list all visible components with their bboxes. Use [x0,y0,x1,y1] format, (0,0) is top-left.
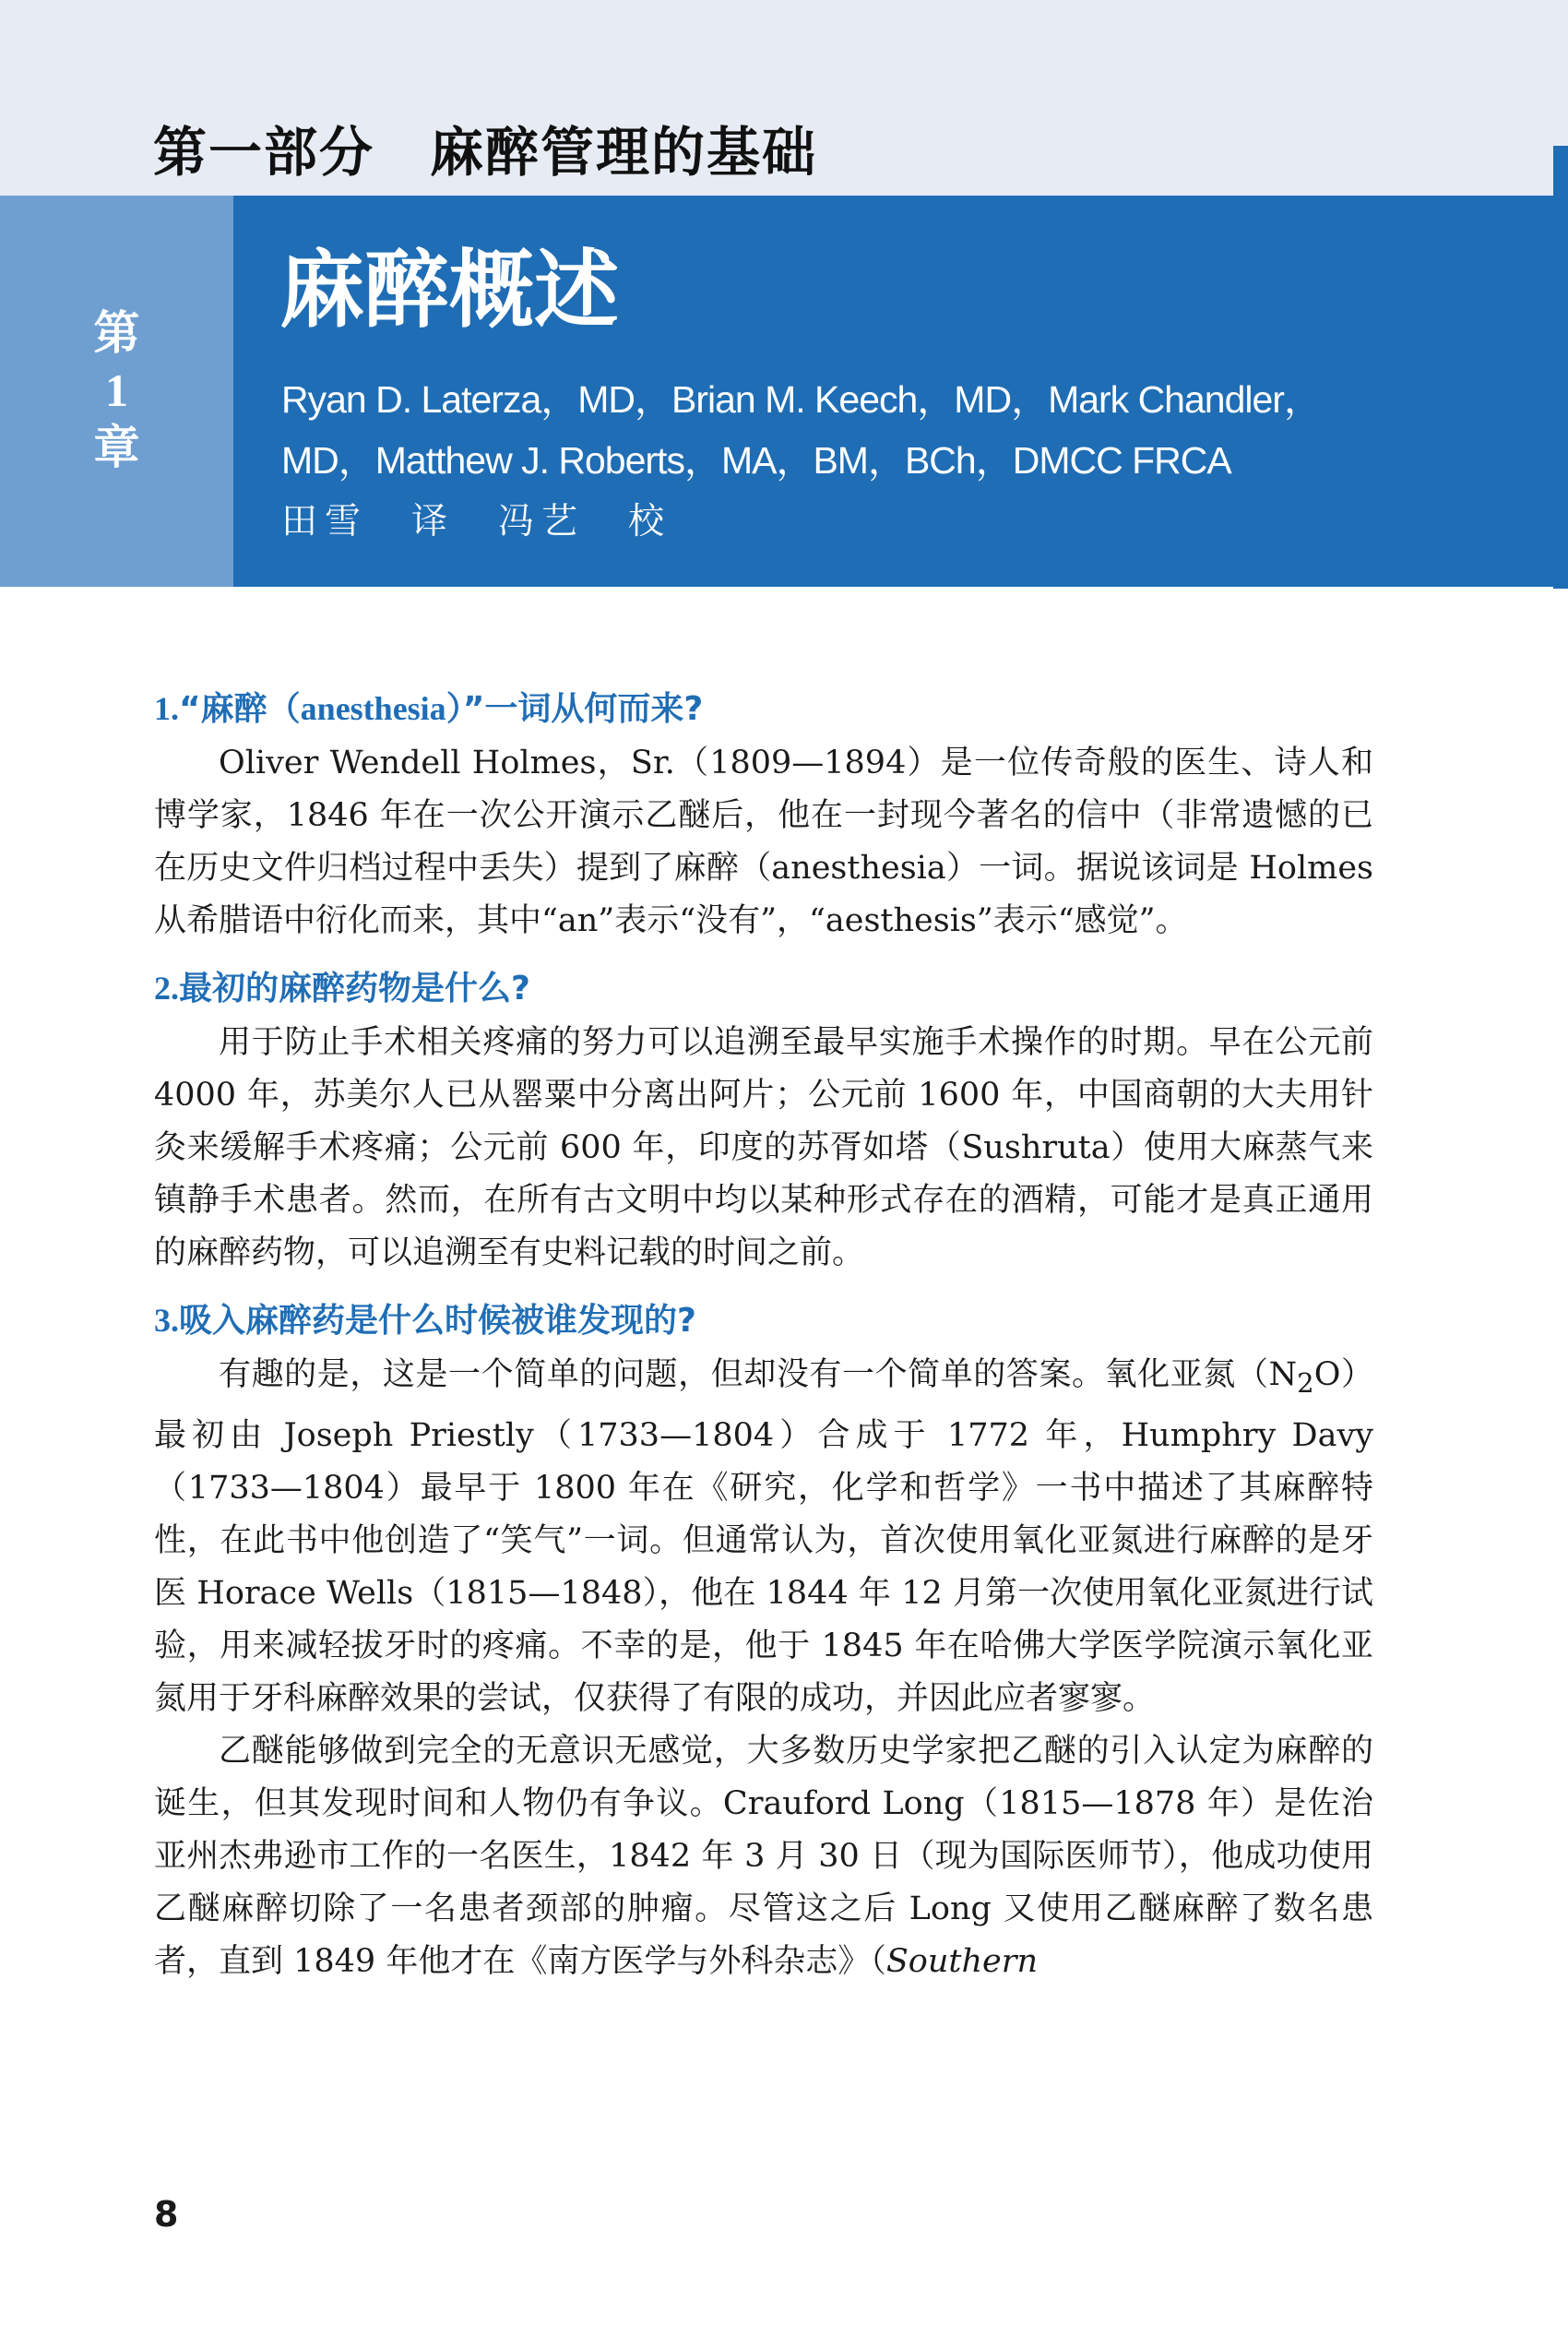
chapter-translators: 田雪 译 冯艺 校 [281,501,672,542]
question-number: 1. [154,690,179,727]
authors-line-1: Ryan D. Laterza，MD，Brian M. Keech，MD，Mark Chandler， [281,378,1321,421]
chapter-label-prefix: 第 [93,305,140,360]
part-title: 第一部分 麻醉管理的基础 [153,121,818,184]
page-number: 8 [154,2194,179,2235]
answer-3-text-b: O）最初由 Joseph Priestly（1733—1804）合成于 1772 年，Humphry Davy（1733—1804）最早于 1800 年在《研究，化学和哲学》一书中描述了其麻醉特性，在此书中他创造了“笑气”一词。但通常认为，首次使用氧化亚氮进行麻醉的是牙医 Horace Wells（1815—1848），他在 1844 年 12 月第一次使用氧化亚氮进行试验，用来减轻拔牙时的疼痛。不幸的是，他于 1845 年在哈佛大学医学院演示氧化亚氮用于牙科麻醉效果的尝试，仅获得了有限的成功，并因此应者寥寥。 [154,1356,1373,1717]
question-text-before: “麻醉（ [179,690,301,728]
question-text-english: anesthesia [300,690,446,727]
authors-line-2: MD，Matthew J. Roberts，MA，BM，BCh，DMCC FRCA [281,439,1231,482]
chapter-title: 麻醉概述 [279,241,620,340]
question-text: 最初的麻醉药物是什么? [179,970,530,1008]
question-1-heading [154,681,1373,737]
answer-3-paragraph-1 [154,1349,1373,1725]
question-2-heading [154,960,1373,1017]
question-text-after: ）”一词从何而来? [445,690,704,728]
chapter-title-panel [233,196,1553,587]
answer-3-para2-text: 乙醚能够做到完全的无意识无感觉，大多数历史学家把乙醚的引入认定为麻醉的诞生，但其发现时间和人物仍有争议。Crauford Long（1815—1878 年）是佐治亚州杰弗逊市工作的一名医生，1842 年 3 月 30 日（现为国际医师节），他成功使用乙醚麻醉切除了一名患者颈部的肿瘤。尽管这之后 Long 又使用乙醚麻醉了数名患者，直到 1849 年他才在《南方医学与外科杂志》（ [154,1733,1373,1980]
question-number: 2. [154,970,179,1007]
question-text: 吸入麻醉药是什么时候被谁发现的? [179,1302,696,1340]
journal-title-italic: Southern [885,1943,1039,1980]
answer-1-paragraph: Oliver Wendell Holmes，Sr.（1809—1894）是一位传奇般的医生、诗人和博学家，1846 年在一次公开演示乙醚后，他在一封现今著名的信中（非常遗憾的已在历史文件归档过程中丢失）提到了麻醉（anesthesia）一词。据说该词是 Holmes 从希腊语中衍化而来，其中“an”表示“没有”，“aesthesis”表示“感觉”。 [154,745,1373,939]
question-number: 3. [154,1302,179,1339]
answer-3-text-a: 有趣的是，这是一个简单的问题，但却没有一个简单的答案。氧化亚氮（N [219,1356,1298,1393]
main-content [154,681,1373,1988]
chapter-number-label [0,304,233,476]
question-3-heading [154,1293,1373,1349]
subscript-2: 2 [1297,1367,1314,1399]
answer-3-paragraph-2 [154,1725,1373,1988]
chapter-number: 1 [105,364,128,416]
answer-2-paragraph: 用于防止手术相关疼痛的努力可以追溯至最早实施手术操作的时期。早在公元前 4000 年，苏美尔人已从罂粟中分离出阿片；公元前 1600 年，中国商朝的大夫用针灸来缓解手术疼痛；公元前 600 年，印度的苏胥如塔（Sushruta）使用大麻蒸气来镇静手术患者。然而，在所有古文明中均以某种形式存在的酒精，可能才是真正通用的麻醉药物，可以追溯至有史料记载的时间之前。 [154,1024,1373,1271]
chapter-label-suffix: 章 [93,420,140,474]
chapter-authors [281,369,1499,491]
page-edge-tab [1553,146,1568,589]
